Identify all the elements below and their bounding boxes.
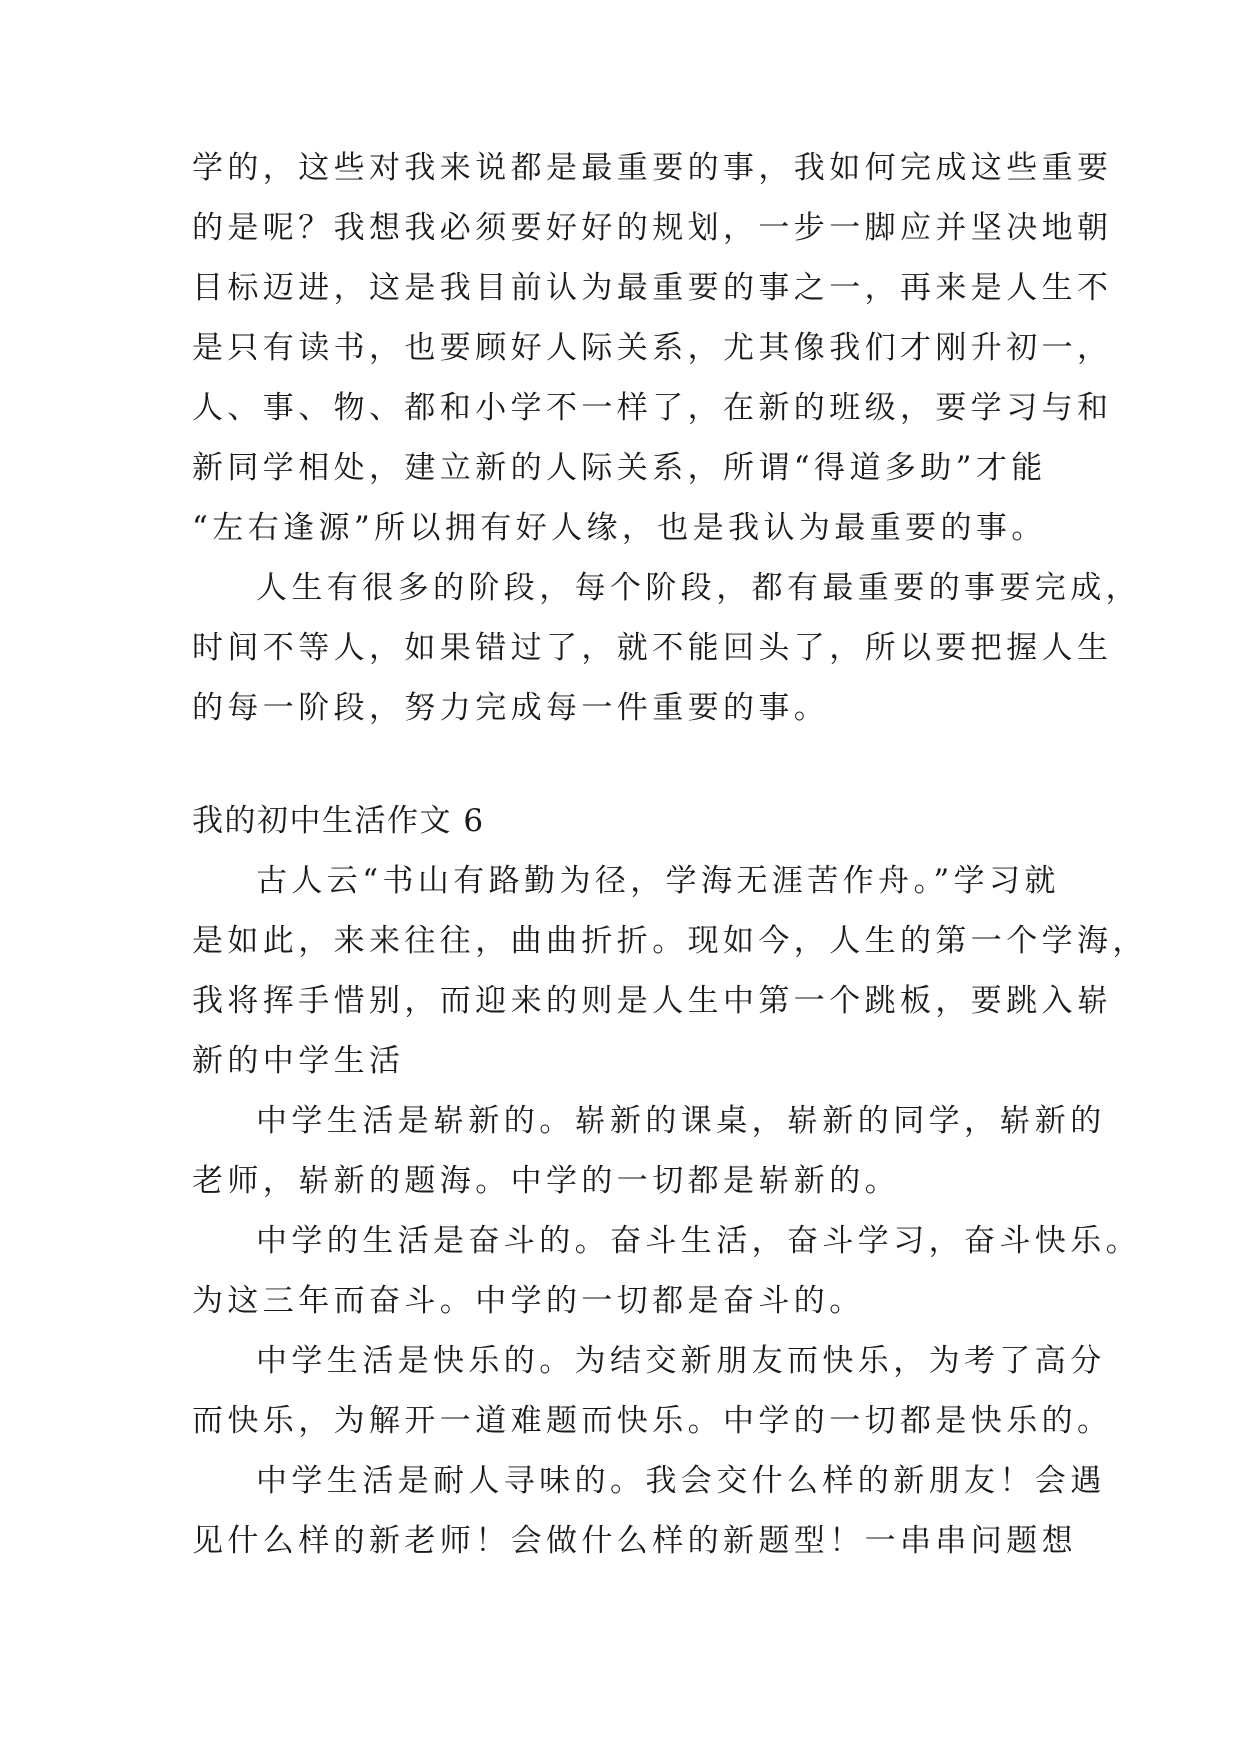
paragraph-line: “左右逢源”所以拥有好人缘，也是我认为最重要的事。 [192,510,1047,546]
paragraph-line: 中学生活是快乐的。为结交新朋友而快乐，为考了高分 [256,1343,1106,1379]
paragraph-line: 学的，这些对我来说都是最重要的事，我如何完成这些重要 [192,150,1113,186]
paragraph-line: 为这三年而奋斗。中学的一切都是奋斗的。 [192,1283,865,1319]
paragraph-line: 古人云“书山有路勤为径，学海无涯苦作舟。”学习就 [256,863,1060,899]
section-heading: 我的初中生活作文 6 [192,803,485,839]
paragraph-line: 中学的生活是奋斗的。奋斗生活，奋斗学习，奋斗快乐。 [256,1223,1141,1259]
paragraph-line: 人、事、物、都和小学不一样了，在新的班级，要学习与和 [192,390,1113,426]
paragraph-line: 见什么样的新老师！会做什么样的新题型！一串串问题想 [192,1523,1077,1559]
paragraph-line: 时间不等人，如果错过了，就不能回头了，所以要把握人生 [192,630,1113,666]
paragraph-line: 我将挥手惜别，而迎来的则是人生中第一个跳板，要跳入崭 [192,983,1113,1019]
paragraph-line: 目标迈进，这是我目前认为最重要的事之一，再来是人生不 [192,270,1113,306]
paragraph-line: 新的中学生活 [192,1043,405,1079]
paragraph-line: 是只有读书，也要顾好人际关系，尤其像我们才刚升初一， [192,330,1113,366]
paragraph-line: 的每一阶段，努力完成每一件重要的事。 [192,690,830,726]
paragraph-line: 而快乐，为解开一道难题而快乐。中学的一切都是快乐的。 [192,1403,1113,1439]
paragraph-line: 中学生活是崭新的。崭新的课桌，崭新的同学，崭新的 [256,1103,1106,1139]
paragraph-line: 人生有很多的阶段，每个阶段，都有最重要的事要完成， [256,570,1141,606]
paragraph-line: 中学生活是耐人寻味的。我会交什么样的新朋友！会遇 [256,1463,1106,1499]
paragraph-line: 是如此，来来往往，曲曲折折。现如今，人生的第一个学海， [192,923,1148,959]
paragraph-line: 老师，崭新的题海。中学的一切都是崭新的。 [192,1163,900,1199]
paragraph-line: 的是呢？我想我必须要好好的规划，一步一脚应并坚决地朝 [192,210,1113,246]
paragraph-line: 新同学相处，建立新的人际关系，所谓“得道多助”才能 [192,450,1047,486]
